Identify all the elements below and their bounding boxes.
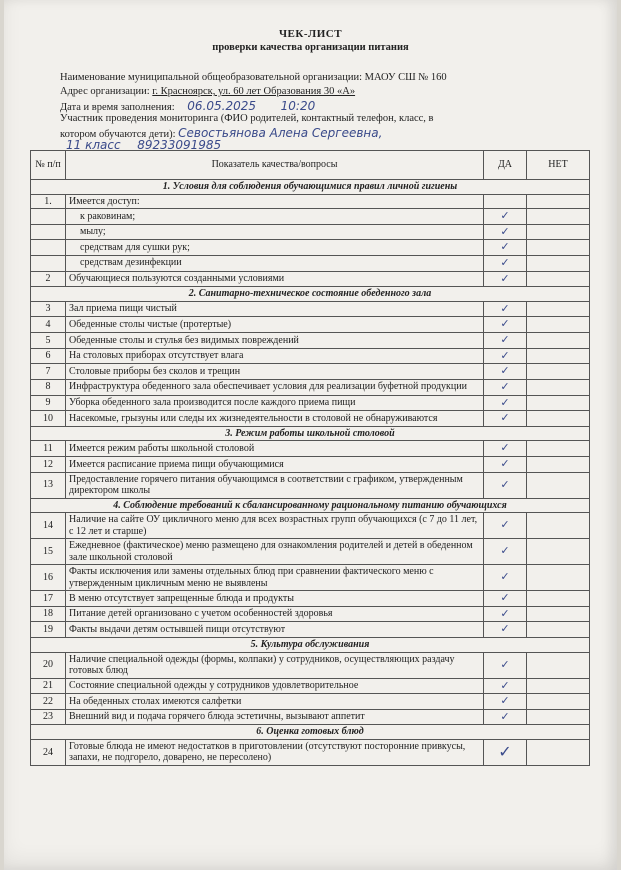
row-indicator-text: На столовых приборах отсутствует влага [66, 348, 484, 364]
row-indicator-text: Наличие специальной одежды (формы, колпаки) у сотрудников, осуществляющих раздачу готовых блюд [66, 652, 484, 678]
section-header-row [31, 180, 590, 195]
date-value: 06.05.2025 [187, 99, 257, 113]
table-row [31, 348, 590, 364]
table-row [31, 456, 590, 472]
row-no-cell [527, 539, 590, 565]
datetime-line [60, 99, 315, 113]
row-indicator-text: Факты выдачи детям остывшей пищи отсутствуют [66, 622, 484, 638]
participant-label-2: котором обучаются дети): [60, 129, 176, 140]
participant-phone: 89233091985 [137, 138, 222, 152]
row-indicator-text: к раковинам; [66, 209, 484, 225]
row-indicator-text: Уборка обеденного зала производится после каждого приема пищи [66, 395, 484, 411]
row-indicator-text: Ежедневное (фактическое) меню размещено для ознакомления родителей и детей в обеденном зале школьной столовой [66, 539, 484, 565]
row-indicator-text: Наличие на сайте ОУ цикличного меню для всех возрастных групп обучающихся (с 7 до 11 лет, с 12 лет и старше) [66, 513, 484, 539]
row-yes-check-icon: ✓ [484, 301, 527, 317]
row-indicator-text: Внешний вид и подача горячего блюда эстетичны, вызывают аппетит [66, 709, 484, 725]
row-indicator-text: Насекомые, грызуны или следы их жизнедеятельности в столовой не обнаруживаются [66, 411, 484, 427]
table-row [31, 622, 590, 638]
row-number: 2 [31, 271, 66, 287]
table-row [31, 652, 590, 678]
table-row [31, 411, 590, 427]
row-number: 18 [31, 606, 66, 622]
col-indicator-header: Показатель качества/вопросы [66, 151, 484, 180]
row-no-cell [527, 411, 590, 427]
table-row [31, 565, 590, 591]
row-yes-check-icon: ✓ [484, 332, 527, 348]
row-no-cell [527, 591, 590, 607]
row-no-cell [527, 255, 590, 271]
table-header-row [31, 151, 590, 180]
row-indicator-text: Инфраструктура обеденного зала обеспечивает условия для реализации буфетной продукции [66, 379, 484, 395]
row-number: 21 [31, 678, 66, 694]
section-header-row [31, 638, 590, 653]
row-yes-check-icon: ✓ [484, 652, 527, 678]
row-no-cell [527, 709, 590, 725]
row-number: 24 [31, 739, 66, 765]
row-number: 12 [31, 456, 66, 472]
row-indicator-text: средствам для сушки рук; [66, 240, 484, 256]
table-row [31, 539, 590, 565]
row-no-cell [527, 456, 590, 472]
row-yes-check-icon: ✓ [484, 622, 527, 638]
section-header-row [31, 426, 590, 441]
row-indicator-text: Обеденные столы чистые (протертые) [66, 317, 484, 333]
row-yes-check-icon: ✓ [484, 209, 527, 225]
row-indicator-text: мылу; [66, 224, 484, 240]
row-yes-check-icon: ✓ [484, 317, 527, 333]
row-no-cell [527, 652, 590, 678]
row-yes-check-icon: ✓ [484, 395, 527, 411]
doc-subtitle: проверки качества организации питания [212, 42, 409, 53]
table-row [31, 606, 590, 622]
row-no-cell [527, 606, 590, 622]
org-label: Наименование муниципальной общеобразовательной организации: [60, 72, 362, 83]
row-number: 11 [31, 441, 66, 457]
section-header-row [31, 498, 590, 513]
table-row [31, 209, 590, 225]
section-title: 5. Культура обслуживания [31, 638, 590, 653]
col-yes-header: ДА [484, 151, 527, 180]
row-number [31, 240, 66, 256]
table-row [31, 317, 590, 333]
checklist-table [30, 150, 590, 766]
section-header-row [31, 287, 590, 302]
row-number: 7 [31, 364, 66, 380]
row-no-cell [527, 209, 590, 225]
table-row [31, 709, 590, 725]
row-number [31, 209, 66, 225]
row-no-cell [527, 513, 590, 539]
row-number: 13 [31, 472, 66, 498]
row-number: 14 [31, 513, 66, 539]
row-no-cell [527, 395, 590, 411]
row-indicator-text: Имеется режим работы школьной столовой [66, 441, 484, 457]
row-no-cell [527, 565, 590, 591]
participant-label-1: Участник проведения мониторинга (ФИО родителей, контактный телефон, класс, в [60, 113, 434, 124]
row-no-cell [527, 622, 590, 638]
row-yes-check-icon: ✓ [484, 513, 527, 539]
participant-class: 11 класс [66, 138, 121, 152]
row-number: 5 [31, 332, 66, 348]
table-body [31, 180, 590, 766]
row-yes-check-icon: ✓ [484, 739, 527, 765]
row-indicator-text: Обеденные столы и стулья без видимых повреждений [66, 332, 484, 348]
table-row [31, 240, 590, 256]
row-yes-check-icon: ✓ [484, 364, 527, 380]
table-row [31, 271, 590, 287]
table-row [31, 224, 590, 240]
row-yes-check-icon: ✓ [484, 441, 527, 457]
row-yes-check-icon: ✓ [484, 456, 527, 472]
row-yes-check-icon: ✓ [484, 379, 527, 395]
row-indicator-text: Имеется доступ: [66, 194, 484, 209]
row-yes-check-icon: ✓ [484, 348, 527, 364]
table-row [31, 694, 590, 710]
row-number: 23 [31, 709, 66, 725]
table-row [31, 513, 590, 539]
section-title: 4. Соблюдение требований к сбалансированному рациональному питанию обучающихся [31, 498, 590, 513]
org-line [60, 72, 447, 83]
row-number: 19 [31, 622, 66, 638]
row-number: 16 [31, 565, 66, 591]
row-number: 3 [31, 301, 66, 317]
table-row [31, 441, 590, 457]
table-row [31, 332, 590, 348]
row-number: 6 [31, 348, 66, 364]
row-indicator-text: Состояние специальной одежды у сотрудников удовлетворительное [66, 678, 484, 694]
row-indicator-text: Зал приема пищи чистый [66, 301, 484, 317]
row-number: 17 [31, 591, 66, 607]
table-row [31, 678, 590, 694]
row-yes-check-icon: ✓ [484, 694, 527, 710]
row-no-cell [527, 364, 590, 380]
row-no-cell [527, 694, 590, 710]
table-row [31, 255, 590, 271]
row-number: 10 [31, 411, 66, 427]
address-line [60, 86, 355, 97]
row-indicator-text: Имеется расписание приема пищи обучающимися [66, 456, 484, 472]
row-yes-check-icon: ✓ [484, 411, 527, 427]
table-row [31, 591, 590, 607]
row-indicator-text: Питание детей организовано с учетом особенностей здоровья [66, 606, 484, 622]
row-no-cell [527, 472, 590, 498]
row-yes-check-icon: ✓ [484, 539, 527, 565]
table-row [31, 395, 590, 411]
table-row [31, 194, 590, 209]
row-no-cell [527, 301, 590, 317]
row-number [31, 224, 66, 240]
row-no-cell [527, 194, 590, 209]
row-number: 20 [31, 652, 66, 678]
row-yes-check-icon [484, 194, 527, 209]
row-no-cell [527, 441, 590, 457]
row-number: 9 [31, 395, 66, 411]
datetime-label: Дата и время заполнения: [60, 102, 175, 113]
section-title: 1. Условия для соблюдения обучающимися правил личной гигиены [31, 180, 590, 195]
row-number: 22 [31, 694, 66, 710]
table-row [31, 364, 590, 380]
row-yes-check-icon: ✓ [484, 255, 527, 271]
table-row [31, 379, 590, 395]
row-number: 4 [31, 317, 66, 333]
row-yes-check-icon: ✓ [484, 606, 527, 622]
participant-name: Севостьянова Алена Сергеевна, [178, 126, 383, 140]
org-value: МАОУ СШ № 160 [364, 72, 447, 83]
row-no-cell [527, 379, 590, 395]
row-yes-check-icon: ✓ [484, 565, 527, 591]
row-number: 1. [31, 194, 66, 209]
table-row [31, 472, 590, 498]
address-label: Адрес организации: [60, 86, 150, 97]
section-title: 6. Оценка готовых блюд [31, 725, 590, 740]
col-num-header: № п/п [31, 151, 66, 180]
row-no-cell [527, 224, 590, 240]
checklist-sheet [4, 0, 617, 870]
row-indicator-text: Предоставление горячего питания обучающимся в соответствии с графиком, утвержденным директором школы [66, 472, 484, 498]
address-value: г. Красноярск, ул. 60 лет Образования 30 «А» [152, 86, 356, 97]
row-yes-check-icon: ✓ [484, 472, 527, 498]
row-no-cell [527, 678, 590, 694]
row-no-cell [527, 271, 590, 287]
row-number: 8 [31, 379, 66, 395]
doc-title: ЧЕК-ЛИСТ [278, 28, 343, 40]
row-no-cell [527, 348, 590, 364]
time-value: 10:20 [280, 99, 316, 113]
row-no-cell [527, 332, 590, 348]
section-title: 2. Санитарно-техническое состояние обеденного зала [31, 287, 590, 302]
row-yes-check-icon: ✓ [484, 224, 527, 240]
row-indicator-text: Столовые приборы без сколов и трещин [66, 364, 484, 380]
table-row [31, 301, 590, 317]
row-no-cell [527, 739, 590, 765]
col-no-header: НЕТ [527, 151, 590, 180]
row-number: 15 [31, 539, 66, 565]
section-header-row [31, 725, 590, 740]
section-title: 3. Режим работы школьной столовой [31, 426, 590, 441]
row-indicator-text: Факты исключения или замены отдельных блюд при сравнении фактического меню с утвержденным цикличным меню не выявлены [66, 565, 484, 591]
row-indicator-text: средствам дезинфекции [66, 255, 484, 271]
row-indicator-text: На обеденных столах имеются салфетки [66, 694, 484, 710]
table-row [31, 739, 590, 765]
row-no-cell [527, 317, 590, 333]
row-yes-check-icon: ✓ [484, 271, 527, 287]
row-yes-check-icon: ✓ [484, 240, 527, 256]
row-no-cell [527, 240, 590, 256]
row-indicator-text: В меню отсутствует запрещенные блюда и продукты [66, 591, 484, 607]
row-yes-check-icon: ✓ [484, 591, 527, 607]
row-indicator-text: Готовые блюда не имеют недостатков в приготовлении (отсутствуют посторонние привкусы, запахи, не подгорело, доварено, не пересолено) [66, 739, 484, 765]
row-number [31, 255, 66, 271]
row-indicator-text: Обучающиеся пользуются созданными условиями [66, 271, 484, 287]
row-yes-check-icon: ✓ [484, 678, 527, 694]
row-yes-check-icon: ✓ [484, 709, 527, 725]
